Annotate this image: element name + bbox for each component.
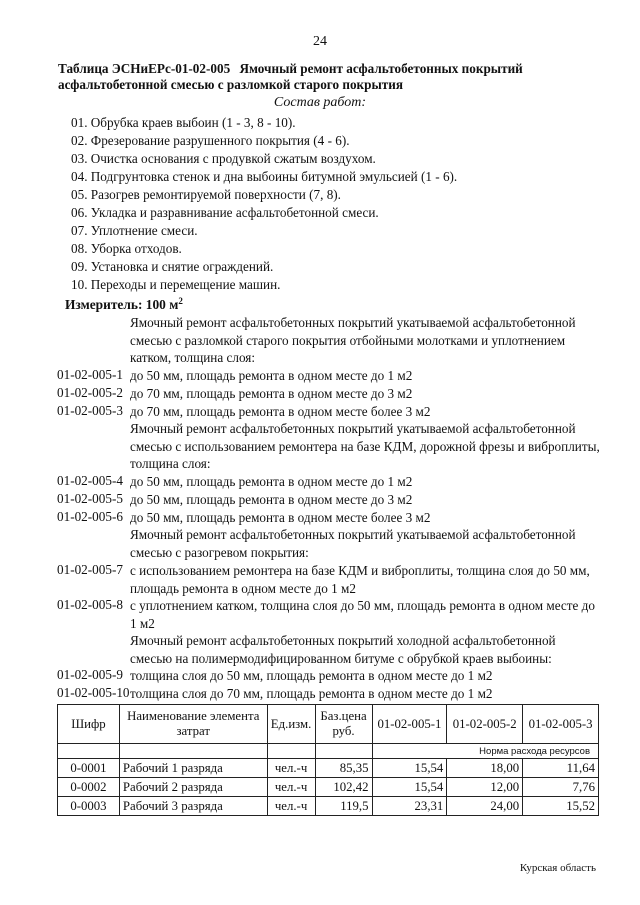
- header-name: Наименование элемента затрат: [119, 705, 267, 744]
- cell-code: 0-0003: [58, 797, 120, 816]
- item-code: 01-02-005-1: [57, 367, 123, 382]
- work-item: 06. Укладка и разравнивание асфальтобетонной смеси.: [71, 205, 379, 220]
- item-code: 01-02-005-4: [57, 473, 123, 488]
- header-item-2: 01-02-005-2: [447, 705, 523, 744]
- header-code: Шифр: [58, 705, 120, 744]
- item-text: с использованием ремонтера на базе КДМ и виброплиты, толщина слоя до 50 мм, площадь ремонта в одном месте до 1 м2: [130, 563, 590, 596]
- cell-price: 85,35: [315, 759, 372, 778]
- cell-value: 15,54: [372, 778, 447, 797]
- item-code: 01-02-005-9: [57, 667, 123, 682]
- work-item: 02. Фрезерование разрушенного покрытия (4 - 6).: [71, 133, 350, 148]
- work-item: 05. Разогрев ремонтируемой поверхности (7, 8).: [71, 187, 341, 202]
- header-item-3: 01-02-005-3: [523, 705, 599, 744]
- group-description: Ямочный ремонт асфальтобетонных покрытий холодной асфальтобетонной смесью на полимермодифицированном битуме с обрубкой краев выбоины:: [130, 633, 556, 666]
- cell-value: 18,00: [447, 759, 523, 778]
- cell-code: 0-0002: [58, 778, 120, 797]
- page-number: 24: [313, 34, 327, 49]
- measure-sup: 2: [178, 296, 183, 306]
- cell-code: 0-0001: [58, 759, 120, 778]
- item-code: 01-02-005-8: [57, 597, 123, 612]
- item-text: до 50 мм, площадь ремонта в одном месте до 3 м2: [130, 492, 413, 507]
- item-code: 01-02-005-3: [57, 403, 123, 418]
- item-text: с уплотнением катком, толщина слоя до 50 мм, площадь ремонта в одном месте до 1 м2: [130, 598, 595, 631]
- resource-table: [57, 704, 599, 816]
- item-text: до 70 мм, площадь ремонта в одном месте более 3 м2: [130, 404, 431, 419]
- work-item: 01. Обрубка краев выбоин (1 - 3, 8 - 10).: [71, 115, 296, 130]
- measure-unit: [65, 296, 183, 313]
- table-row: [58, 759, 599, 778]
- cell-value: 15,54: [372, 759, 447, 778]
- header-price: Баз.цена руб.: [315, 705, 372, 744]
- cell-unit: чел.-ч: [267, 797, 315, 816]
- item-text: до 70 мм, площадь ремонта в одном месте до 3 м2: [130, 386, 413, 401]
- work-item: 10. Переходы и перемещение машин.: [71, 277, 281, 292]
- item-code: 01-02-005-7: [57, 562, 123, 577]
- table-row: [58, 778, 599, 797]
- region-footer: Курская область: [519, 862, 596, 874]
- cell-price: 119,5: [315, 797, 372, 816]
- cell-name: Рабочий 2 разряда: [119, 778, 267, 797]
- cell-unit: чел.-ч: [267, 778, 315, 797]
- item-text: толщина слоя до 50 мм, площадь ремонта в одном месте до 1 м2: [130, 668, 493, 683]
- item-code: 01-02-005-10: [57, 685, 130, 700]
- table-title-text: Ямочный ремонт асфальтобетонных покрытий асфальтобетонной смесью с разломкой старого покрытия: [58, 61, 523, 92]
- composition-heading: Состав работ:: [273, 95, 367, 110]
- item-text: толщина слоя до 70 мм, площадь ремонта в одном месте до 1 м2: [130, 686, 493, 701]
- work-item: 07. Уплотнение смеси.: [71, 223, 198, 238]
- header-item-1: 01-02-005-1: [372, 705, 447, 744]
- item-text: до 50 мм, площадь ремонта в одном месте до 1 м2: [130, 368, 413, 383]
- item-text: до 50 мм, площадь ремонта в одном месте более 3 м2: [130, 510, 431, 525]
- cell-value: 24,00: [447, 797, 523, 816]
- item-text: до 50 мм, площадь ремонта в одном месте до 1 м2: [130, 474, 413, 489]
- measure-label: Измеритель: 100 м: [65, 297, 179, 312]
- cell-unit: чел.-ч: [267, 759, 315, 778]
- work-item: 08. Уборка отходов.: [71, 241, 182, 256]
- table-row: [58, 797, 599, 816]
- cell-name: Рабочий 3 разряда: [119, 797, 267, 816]
- work-item: 03. Очистка основания с продувкой сжатым воздухом.: [71, 151, 376, 166]
- cell-value: 15,52: [523, 797, 599, 816]
- cell-value: 7,76: [523, 778, 599, 797]
- cell-price: 102,42: [315, 778, 372, 797]
- item-code: 01-02-005-2: [57, 385, 123, 400]
- norm-note: Норма расхода ресурсов: [372, 744, 598, 759]
- group-description: Ямочный ремонт асфальтобетонных покрытий укатываемой асфальтобетонной смесью с использованием ремонтера на базе КДМ, дорожной фрезы и виброплиты, толщина слоя:: [130, 421, 600, 472]
- cell-value: 23,31: [372, 797, 447, 816]
- work-item: 04. Подгрунтовка стенок и дна выбоины битумной эмульсией (1 - 6).: [71, 169, 458, 184]
- table-title: [58, 61, 618, 93]
- group-description: Ямочный ремонт асфальтобетонных покрытий укатываемой асфальтобетонной смесью с разломкой старого покрытия отбойными молотками и уплотнением катком, толщина слоя:: [130, 315, 576, 366]
- cell-name: Рабочий 1 разряда: [119, 759, 267, 778]
- item-code: 01-02-005-6: [57, 509, 123, 524]
- work-item: 09. Установка и снятие ограждений.: [71, 259, 274, 274]
- item-code: 01-02-005-5: [57, 491, 123, 506]
- table-title-label: Таблица ЭСНиЕРс-01-02-005: [58, 61, 231, 76]
- header-unit: Ед.изм.: [267, 705, 315, 744]
- group-description: Ямочный ремонт асфальтобетонных покрытий укатываемой асфальтобетонной смесью с разогревом покрытия:: [130, 527, 576, 560]
- cell-value: 11,64: [523, 759, 599, 778]
- cell-value: 12,00: [447, 778, 523, 797]
